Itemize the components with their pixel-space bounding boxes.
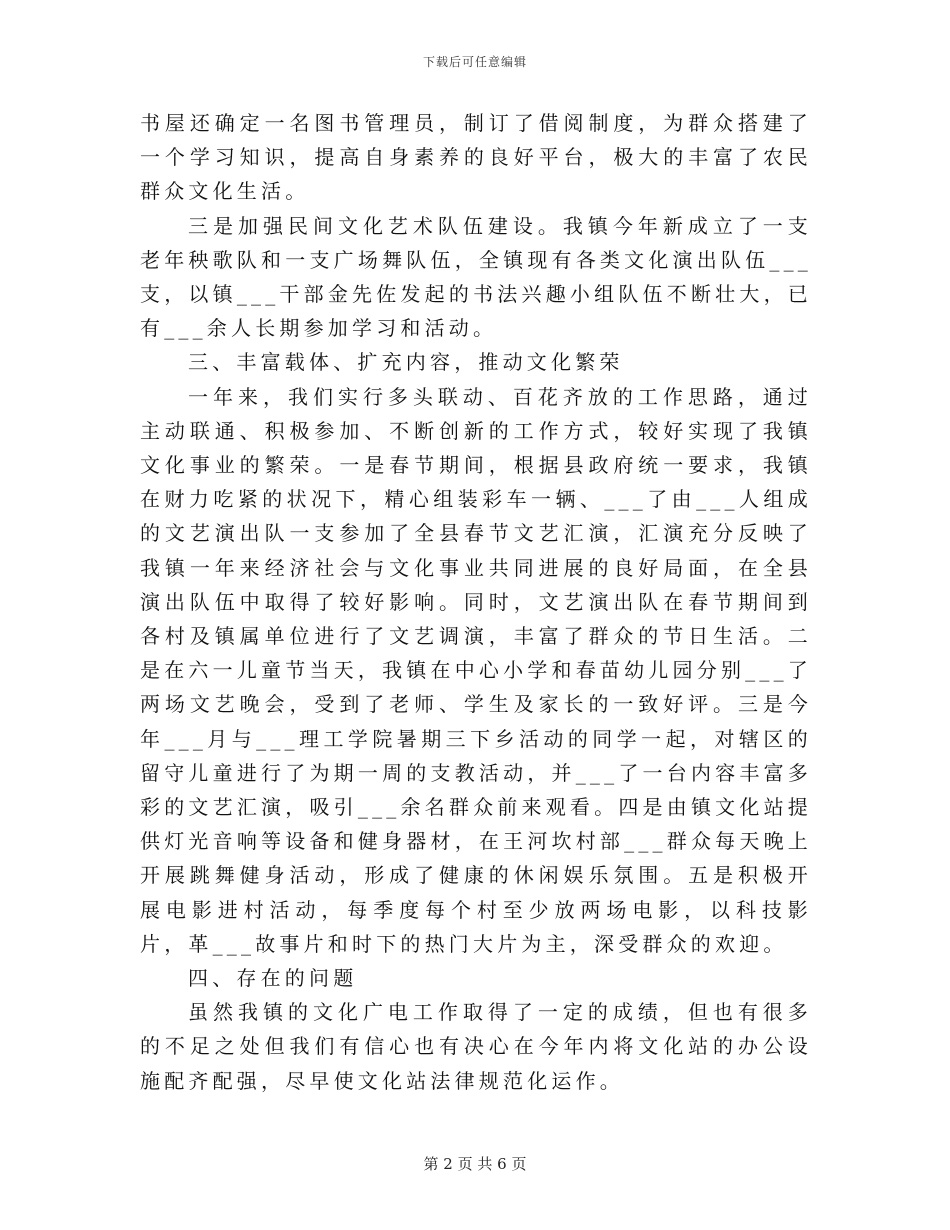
section-heading-3: 三、丰富载体、扩充内容，推动文化繁荣 [188, 350, 624, 375]
paragraph-cultural-activities: 一年来，我们实行多头联动、百花齐放的工作思路，通过主动联通、积极参加、不断创新的工作方式，较好实现了我镇文化事业的繁荣。一是春节期间，根据县政府统一要求，我镇在财力吃紧的状况下，精心组装彩车一辆、___了由___人组成的文艺演出队一支参加了全县春节文艺汇演，汇演充分反映了我镇一年来经济社会与文化事业共同进展的良好局面，在全县演出队伍中取得了较好影响。同时，文艺演出队在春节期间到各村及镇属单位进行了文艺调演，丰富了群众的节日生活。二是在六一儿童节当天，我镇在中心小学和春苗幼儿园分别___了两场文艺晚会，受到了老师、学生及家长的一致好评。三是今年___月与___理工学院暑期三下乡活动的同学一起，对辖区的留守儿童进行了为期一周的支教活动，并___了一台内容丰富多彩的文艺汇演，吸引___余名群众前来观看。四是由镇文化站提供灯光音响等设备和健身器材，在王河坎村部___群众每天晚上开展跳舞健身活动，形成了健康的休闲娱乐氛围。五是积极开展电影进村活动，每季度每个村至少放两场电影，以科技影片，革___故事片和时下的热门大片为主，深受群众的欢迎。 [140, 384, 812, 956]
document-body [140, 106, 812, 1098]
paragraph-problems: 虽然我镇的文化广电工作取得了一定的成绩，但也有很多的不足之处但我们有信心也有决心在今年内将文化站的办公设施配齐配强，尽早使文化站法律规范化运作。 [140, 1000, 812, 1093]
page-header: 下载后可任意编辑 [422, 55, 527, 69]
page-footer-page-number: 第 2 页 共 6 页 [423, 1155, 527, 1173]
section-heading-4: 四、存在的问题 [188, 966, 358, 991]
paragraph-continuation: 书屋还确定一名图书管理员，制订了借阅制度，为群众搭建了一个学习知识，提高自身素养的良好平台，极大的丰富了农民群众文化生活。 [140, 111, 812, 204]
paragraph-folk-art-teams: 三是加强民间文化艺术队伍建设。我镇今年新成立了一支老年秧歌队和一支广场舞队伍，全镇现有各类文化演出队伍___支，以镇___干部金先佐发起的书法兴趣小组队伍不断壮大，已有___余人长期参加学习和活动。 [140, 213, 812, 341]
